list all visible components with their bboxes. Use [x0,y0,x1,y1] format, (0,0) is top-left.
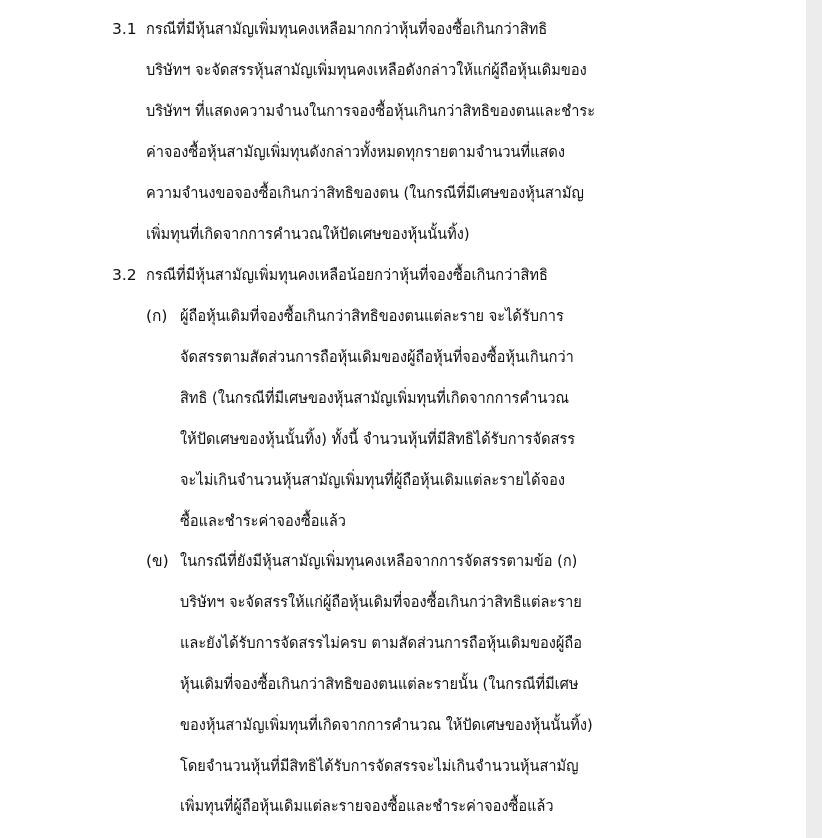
item-kho-line: บริษัทฯ จะจัดสรรให้แก่ผู้ถือหุ้นเดิมที่จองซื้อเกินกว่าสิทธิแต่ละราย [180,593,582,611]
item-kho-line: หุ้นเดิมที่จองซื้อเกินกว่าสิทธิของตนแต่ละรายนั้น (ในกรณีที่มีเศษ [180,675,579,693]
item-ko-marker: (ก) [146,307,168,325]
item-kho-line: และยังได้รับการจัดสรรไม่ครบ ตามสัดส่วนการถือหุ้นเดิมของผู้ถือ [180,634,583,652]
item-kho-line: ของหุ้นสามัญเพิ่มทุนที่เกิดจากการคำนวณ ให้ปัดเศษของหุ้นนั้นทิ้ง) [180,716,593,734]
item-ko-line: จัดสรรตามสัดส่วนการถือหุ้นเดิมของผู้ถือหุ้นที่จองซื้อหุ้นเกินกว่า [180,348,574,366]
section-3-1-number: 3.1 [112,20,137,38]
item-kho-line: เพิ่มทุนที่ผู้ถือหุ้นเดิมแต่ละรายจองซื้อและชำระค่าจองซื้อแล้ว [180,797,554,815]
item-ko-line: ผู้ถือหุ้นเดิมที่จองซื้อเกินกว่าสิทธิของตนแต่ละราย จะได้รับการ [180,307,564,325]
section-3-1-line: เพิ่มทุนที่เกิดจากการคำนวณให้ปัดเศษของหุ้นนั้นทิ้ง) [146,225,470,243]
vertical-scrollbar[interactable] [806,0,822,838]
section-3-2-line: กรณีที่มีหุ้นสามัญเพิ่มทุนคงเหลือน้อยกว่าหุ้นที่จองซื้อเกินกว่าสิทธิ [146,266,548,284]
item-kho-line: ในกรณีที่ยังมีหุ้นสามัญเพิ่มทุนคงเหลือจากการจัดสรรตามข้อ (ก) [180,552,578,570]
section-3-1-line: กรณีที่มีหุ้นสามัญเพิ่มทุนคงเหลือมากกว่าหุ้นที่จองซื้อเกินกว่าสิทธิ [146,20,548,38]
section-3-2-number: 3.2 [112,266,137,284]
item-ko-line: จะไม่เกินจำนวนหุ้นสามัญเพิ่มทุนที่ผู้ถือหุ้นเดิมแต่ละรายได้จอง [180,471,565,489]
section-3-1-line: ความจำนงขอจองซื้อเกินกว่าสิทธิของตน (ในกรณีที่มีเศษของหุ้นสามัญ [146,184,584,202]
item-kho-marker: (ข) [146,552,169,570]
item-kho-line: โดยจำนวนหุ้นที่มีสิทธิได้รับการจัดสรรจะไม่เกินจำนวนหุ้นสามัญ [180,757,579,775]
section-3-1-line: ค่าจองซื้อหุ้นสามัญเพิ่มทุนดังกล่าวทั้งหมดทุกรายตามจำนวนที่แสดง [146,143,565,161]
section-3-1-line: บริษัทฯ ที่แสดงความจำนงในการจองซื้อหุ้นเกินกว่าสิทธิของตนและชำระ [146,102,596,120]
item-ko-line: ให้ปัดเศษของหุ้นนั้นทิ้ง) ทั้งนี้ จำนวนหุ้นที่มีสิทธิได้รับการจัดสรร [180,430,576,448]
item-ko-line: ซื้อและชำระค่าจองซื้อแล้ว [180,512,346,530]
section-3-1-line: บริษัทฯ จะจัดสรรหุ้นสามัญเพิ่มทุนคงเหลือดังกล่าวให้แก่ผู้ถือหุ้นเดิมของ [146,61,587,79]
item-ko-line: สิทธิ (ในกรณีที่มีเศษของหุ้นสามัญเพิ่มทุนที่เกิดจากการคำนวณ [180,389,570,407]
